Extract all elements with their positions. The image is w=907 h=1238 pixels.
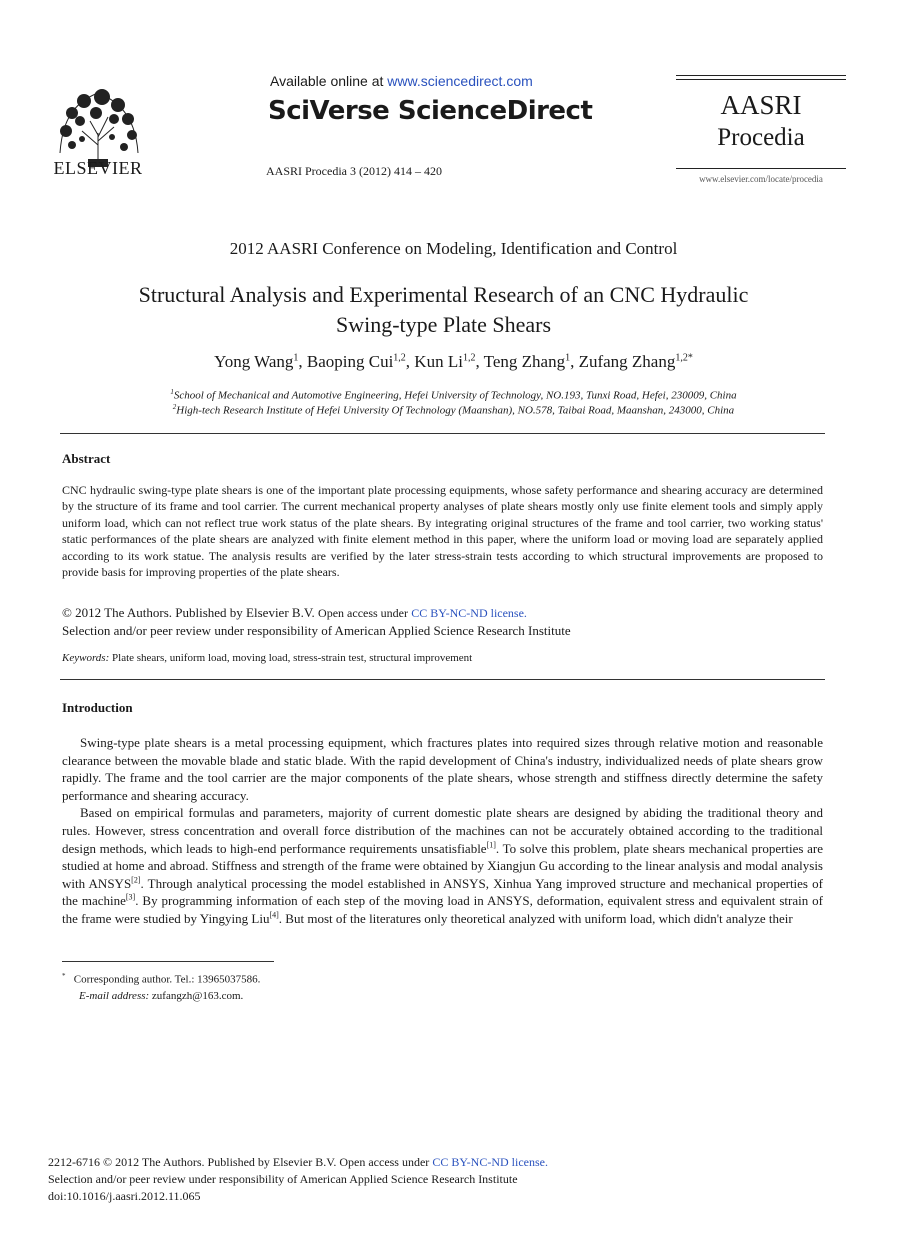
footnote xyxy=(62,968,260,1004)
issn-copyright: 2212-6716 © 2012 The Authors. Published by Elsevier B.V. xyxy=(48,1155,337,1169)
open-access-label: Open access under xyxy=(339,1155,430,1169)
text-run: . To solve this problem, plate shears mechanical properties are studied at home and abroad. Stiffness and strength of the frame were obtained by Xiangjun Gu according to the linear analysis and modal analysis with ANSYS xyxy=(62,840,824,891)
affiliation-mark: 2 xyxy=(172,403,177,411)
title-line-2: Swing-type Plate Shears xyxy=(335,312,552,337)
text-run: . By programming information of each step of the moving load in ANSYS, deformation, equivalent stress and equivalent strain of the frame were studied by Yingying Liu xyxy=(62,893,823,926)
abstract-heading: Abstract xyxy=(62,451,111,466)
paper-title xyxy=(60,280,827,340)
citation-ref[interactable]: [2] xyxy=(131,875,141,885)
license-link[interactable]: CC BY-NC-ND license. xyxy=(411,606,527,620)
email-address[interactable]: zufangzh@163.com. xyxy=(151,989,244,1002)
author: Baoping Cui xyxy=(306,352,394,371)
affiliation-mark: 1 xyxy=(170,388,174,396)
author-affil: 1 xyxy=(293,352,299,364)
citation-ref[interactable]: [4] xyxy=(269,910,279,920)
text-run: . Through analytical processing the model established in ANSYS, Xinhua Yang improved structure and mechanical properties of the machine xyxy=(62,875,823,909)
affiliation xyxy=(0,388,907,402)
platform-name: SciVerse ScienceDirect xyxy=(268,96,593,126)
affiliation xyxy=(0,403,907,417)
author-list: Yong Wang$^1$, Baoping Cui$^{1,2}$, Kun Li$^{1,2}$, Teng Zhang$^1$, Zufang Zhang$^{1,2*}$ xyxy=(214,352,693,371)
text-run: Based on empirical formulas and parameters, majority of current domestic plate shears are designed by abiding the traditional theory and rules. However, stress concentration and overall force distribution of the machines can not be accurately obtained according to the traditional design methods, which leads to high-end performance requirements unsatisfiable xyxy=(62,805,823,856)
author-affil: 1,2 xyxy=(393,352,406,364)
divider xyxy=(60,433,825,434)
author: Teng Zhang xyxy=(483,352,566,371)
copyright-block xyxy=(62,604,823,640)
intro-paragraph-1: Swing-type plate shears is a metal processing equipment, which fractures plates into required sizes through relative motion and reasonable clearance between the movable blade and static blade. With the rapid development of China's industry, individualized needs of plate shears grow rapidly. The frame and the tool carrier are the major components of the plate shears, whose strength and stiffness directly determine the safety performance and shearing accuracy. xyxy=(62,735,823,803)
footnote-mark: * xyxy=(62,972,66,980)
abstract-text: CNC hydraulic swing-type plate shears is one of the important plate processing equipments, whose safety performance and shearing accuracy are determined by the structure of its frame and tool carrier. The current mechanical property analyses of plate shears mostly only use finite element tools and simply apply uniform load, which can not reflect true work status of the plate shears. By integrating original structures of the frame and tool carrier, two working status' static performances of the plate shears are analyzed with finite element method in this paper, where the uniform load or moving load are separately applied according to its work statue. The analysis results are verified by the later stress-strain tests according to which structural improvements are proposed to provide basis for improving properties of the plate shears. xyxy=(62,483,823,580)
journal-name-line1: AASRI xyxy=(720,90,802,120)
available-online xyxy=(270,73,533,89)
keywords xyxy=(62,652,823,664)
divider xyxy=(60,679,825,680)
introduction-heading: Introduction xyxy=(62,700,133,715)
author: Kun Li xyxy=(414,352,463,371)
available-label: Available online at xyxy=(270,73,388,89)
author: Yong Wang xyxy=(214,352,294,371)
citation-ref[interactable]: [3] xyxy=(125,893,136,903)
introduction-body xyxy=(62,734,823,928)
conference-name: 2012 AASRI Conference on Modeling, Identification and Control xyxy=(229,239,678,258)
doi[interactable]: doi:10.1016/j.aasri.2012.11.065 xyxy=(48,1189,201,1203)
copyright-line: © 2012 The Authors. Published by Elsevier B.V. xyxy=(62,605,315,620)
journal-name-line2: Procedia xyxy=(717,124,805,151)
author-affil: 1,2 xyxy=(462,352,476,364)
corresponding-author: Corresponding author. Tel.: 13965037586. xyxy=(73,973,261,986)
email-label: E-mail address: xyxy=(79,989,150,1002)
keywords-text: Plate shears, uniform load, moving load, stress-strain test, structural improvement xyxy=(112,652,473,664)
author-affil: 1 xyxy=(565,352,571,364)
license-link[interactable]: CC BY-NC-ND license. xyxy=(432,1155,548,1169)
text-run: . But most of the literatures only theoretical analyzed with uniform load, which didn't analyze their xyxy=(278,910,793,926)
footnote-divider xyxy=(62,961,274,962)
author: Zufang Zhang xyxy=(578,352,676,371)
peer-review-line: Selection and/or peer review under responsibility of American Applied Science Research Institute xyxy=(48,1172,518,1186)
journal-citation: AASRI Procedia 3 (2012) 414 – 420 xyxy=(266,164,442,178)
sciencedirect-link[interactable]: www.sciencedirect.com xyxy=(387,73,533,89)
citation-ref[interactable]: [1] xyxy=(486,840,496,850)
affiliation-text: High-tech Research Institute of Hefei University Of Technology (Maanshan), NO.578, Taibai Road, Maanshan, 243000, China xyxy=(176,404,735,417)
keywords-label: Keywords: xyxy=(62,652,110,664)
peer-review-line: Selection and/or peer review under responsibility of American Applied Science Research Institute xyxy=(62,623,571,638)
open-access-label: Open access under xyxy=(318,606,409,620)
intro-paragraph-2 xyxy=(62,804,823,927)
journal-url[interactable]: www.elsevier.com/locate/procedia xyxy=(699,174,823,184)
affiliation-text: School of Mechanical and Automotive Engineering, Hefei University of Technology, NO.193, Tunxi Road, Hefei, 230009, China xyxy=(173,389,737,402)
author-affil: 1,2* xyxy=(675,352,693,364)
title-line-1: Structural Analysis and Experimental Research of an CNC Hydraulic xyxy=(138,282,749,307)
publisher-name: ELSEVIER xyxy=(53,158,143,178)
bottom-license-block xyxy=(48,1154,548,1205)
